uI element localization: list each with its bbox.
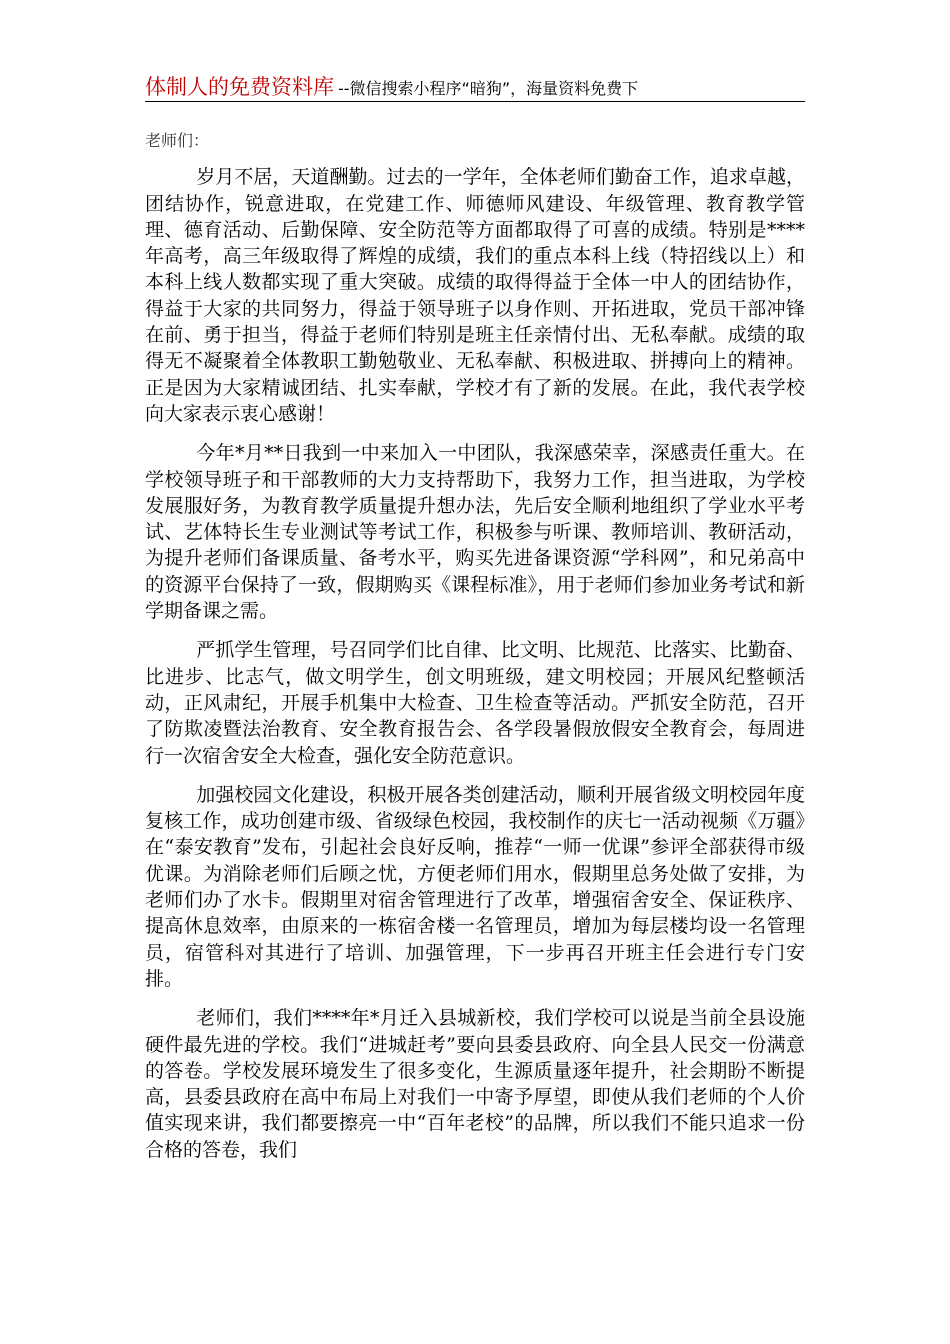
header-divider <box>145 101 805 102</box>
paragraph: 岁月不居，天道酬勤。过去的一学年，全体老师们勤奋工作，追求卓越，团结协作，锐意进取，在党建工作、师德师风建设、年级管理、教育教学管理、德育活动、后勤保障、安全防范等方面都取得了可喜的成绩。特别是****年高考，高三年级取得了辉煌的成绩，我们的重点本科上线（特招线以上）和本科上线人数都实现了重大突破。成绩的取得得益于全体一中人的团结协作，得益于大家的共同努力，得益于领导班子以身作则、开拓进取，党员干部冲锋在前、勇于担当，得益于老师们特别是班主任亲情付出、无私奉献。成绩的取得无不凝聚着全体教职工勤勉敬业、无私奉献、积极进取、拼搏向上的精神。正是因为大家精诚团结、扎实奉献，学校才有了新的发展。在此，我代表学校向大家表示衷心感谢！ <box>145 166 805 425</box>
paragraph: 今年*月**日我到一中来加入一中团队，我深感荣幸，深感责任重大。在学校领导班子和干部教师的大力支持帮助下，我努力工作，担当进取，为学校发展服好务，为教育教学质量提升想办法，先后安全顺利地组织了学业水平考试、艺体特长生专业测试等考试工作，积极参与听课、教师培训、教研活动，为提升老师们备课质量、备考水平，购买先进备课资源“学科网”，和兄弟高中的资源平台保持了一致，假期购买《课程标准》，用于老师们参加业务考试和新学期备课之需。 <box>145 442 805 623</box>
document-body <box>145 128 805 1176</box>
header-title: 体制人的免费资料库 <box>145 75 334 99</box>
paragraph: 严抓学生管理，号召同学们比自律、比文明、比规范、比落实、比勤奋、比进步、比志气，做文明学生，创文明班级，建文明校园；开展风纪整顿活动，正风肃纪，开展手机集中大检查、卫生检查等活动。严抓安全防范，召开了防欺凌暨法治教育、安全教育报告会、各学段暑假放假安全教育会，每周进行一次宿舍安全大检查，强化安全防范意识。 <box>145 639 805 767</box>
page-header <box>145 74 805 100</box>
paragraph: 加强校园文化建设，积极开展各类创建活动，顺利开展省级文明校园年度复核工作，成功创建市级、省级绿色校园，我校制作的庆七一活动视频《万疆》在“泰安教育”发布，引起社会良好反响，推荐“一师一优课”参评全部获得市级优课。为消除老师们后顾之忧，方便老师们用水，假期里总务处做了安排，为老师们办了水卡。假期里对宿舍管理进行了改革，增强宿舍安全、保证秩序、提高休息效率，由原来的一栋宿舍楼一名管理员，增加为每层楼均设一名管理员，宿管科对其进行了培训、加强管理，下一步再召开班主任会进行专门安排。 <box>145 783 805 990</box>
paragraph: 老师们，我们****年*月迁入县城新校，我们学校可以说是当前全县设施硬件最先进的学校。我们“进城赶考”要向县委县政府、向全县人民交一份满意的答卷。学校发展环境发生了很多变化，生源质量逐年提升，社会期盼不断提高，县委县政府在高中布局上对我们一中寄予厚望，即使从我们老师的个人价值实现来讲，我们都要擦亮一中“百年老校”的品牌，所以我们不能只追求一份合格的答卷，我们 <box>145 1007 805 1161</box>
salutation: 老师们： <box>145 131 210 150</box>
header-subtitle: --微信搜索小程序“暗狗”，海量资料免费下 <box>338 79 639 98</box>
